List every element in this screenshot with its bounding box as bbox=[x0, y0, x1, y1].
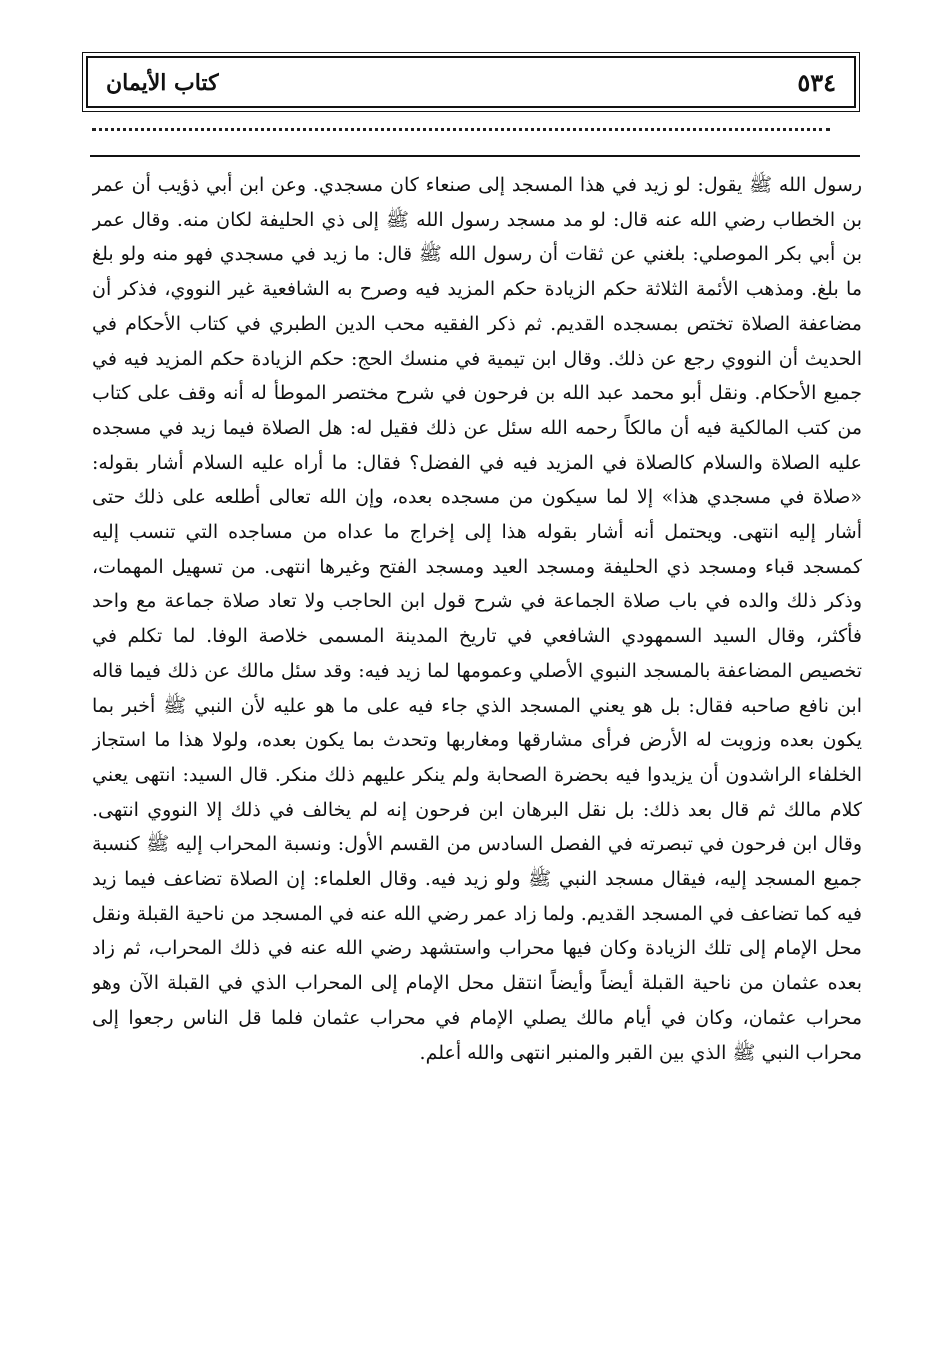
dotted-separator bbox=[92, 128, 830, 131]
page-number: ٥٣٤ bbox=[797, 68, 836, 97]
header-rule bbox=[90, 155, 860, 157]
body-text: رسول الله ﷺ يقول: لو زيد في هذا المسجد إلى صنعاء كان مسجدي. وعن ابن أبي ذؤيب أن عمر بن الخطاب رضي الله عنه قال: لو مد مسجد رسول الله ﷺ إلى ذي الحليفة لكان منه. وقال عمر بن أبي بكر الموصلي: بلغني عن ثقات أن رسول الله ﷺ قال: ما زيد في مسجدي فهو منه ولو بلغ ما بلغ. ومذهب الأئمة الثلاثة حكم الزيادة حكم المزيد فيه وصرح به الشافعية غير النووي، فذكر أن مضاعفة الصلاة تختص بمسجده القديم. ثم ذكر الفقيه محب الدين الطبري في كتاب الأحكام في الحديث أن النووي رجع عن ذلك. وقال ابن تيمية في منسك الحج: حكم الزيادة حكم المزيد فيه في جميع الأحكام. ونقل أبو محمد عبد الله بن فرحون في شرح مختصر الموطأ له أنه وقف على كتاب من كتب المالكية فيه أن مالكاً رحمه الله سئل عن ذلك فقيل له: هل الصلاة فيما زيد في مسجده عليه الصلاة والسلام كالصلاة في المزيد فيه في الفضل؟ فقال: ما أراه عليه السلام أشار بقوله: «صلاة في مسجدي هذا» إلا لما سيكون من مسجده بعده، وإن الله تعالى أطلعه على ذلك حتى أشار إليه انتهى. ويحتمل أنه أشار بقوله هذا إلى إخراج ما عداه من مساجده التي تنسب إليه كمسجد قباء ومسجد ذي الحليفة ومسجد العيد ومسجد الفتح وغيرها انتهى. من تسهيل المهمات، وذكر ذلك والده في باب صلاة الجماعة في شرح قول ابن الحاجب ولا تعاد صلاة جماعة مع واحد فأكثر، وقال السيد السمهودي الشافعي في تاريخ المدينة المسمى خلاصة الوفا. لما تكلم في تخصيص المضاعفة بالمسجد النبوي الأصلي وعمومها لما زيد فيه: وقد سئل مالك عن ذلك فيما قاله ابن نافع صاحبه فقال: بل هو يعني المسجد الذي جاء فيه على ما هو عليه لأن النبي ﷺ أخبر بما يكون بعده وزويت له الأرض فرأى مشارقها ومغاربها وتحدث بما يكون بعده، ولولا هذا ما استجاز الخلفاء الراشدون أن يزيدوا فيه بحضرة الصحابة ولم ينكر عليهم ذلك منكر. قال السيد: انتهى يعني كلام مالك ثم قال بعد ذلك: بل نقل البرهان ابن فرحون إنه لم يخالف في ذلك إلا النووي انتهى. وقال ابن فرحون في تبصرته في الفصل السادس من القسم الأول: ونسبة المحراب إليه ﷺ كنسبة جميع المسجد إليه، فيقال مسجد النبي ﷺ ولو زيد فيه. وقال العلماء: إن الصلاة تضاعف فيما زيد فيه كما تضاعف في المسجد القديم. ولما زاد عمر رضي الله عنه في المسجد من ناحية القبلة ونقل محل الإمام إلى تلك الزيادة وكان فيها محراب واستشهد رضي الله عنه في ذلك المحراب، ثم زاد بعده عثمان من ناحية القبلة أيضاً وأيضاً انتقل محل الإمام إلى المحراب الذي في القبلة الآن وهو محراب عثمان، وكان في أيام مالك يصلي الإمام في محراب عثمان فلما قل الناس رجعوا إلى محراب النبي ﷺ الذي بين القبر والمنبر انتهى والله أعلم. bbox=[92, 174, 862, 1064]
page-header bbox=[86, 56, 856, 108]
running-title: كتاب الأيمان bbox=[106, 70, 219, 96]
